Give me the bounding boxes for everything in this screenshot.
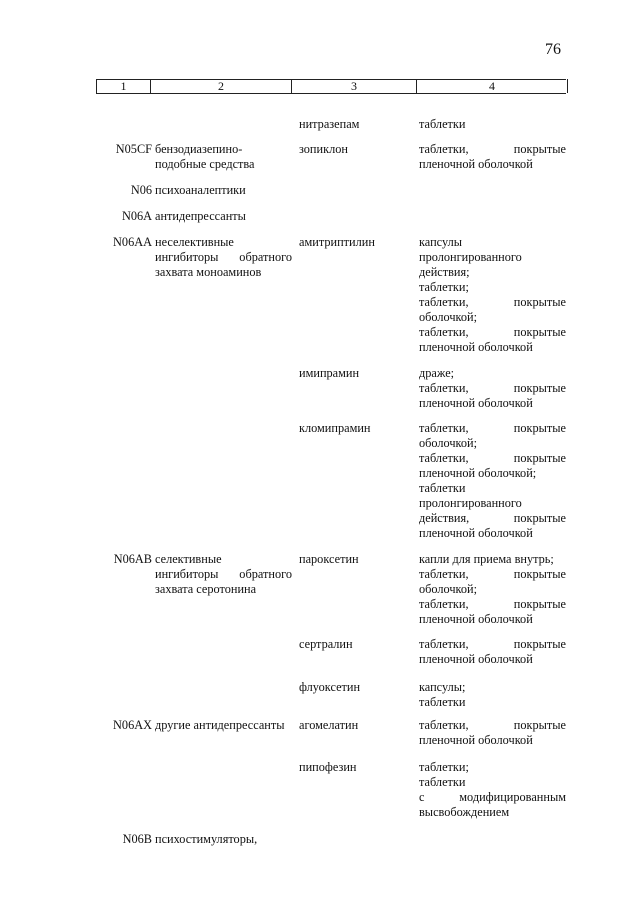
dosage-forms <box>419 760 566 820</box>
dosage-forms <box>419 142 566 172</box>
dosage-forms <box>419 117 566 132</box>
drug-name: имипрамин <box>299 366 360 380</box>
drug-name: пипофезин <box>299 760 357 774</box>
dosage-forms-line: пленочной оболочкой <box>419 340 533 354</box>
atc-code: N06AA <box>113 235 152 249</box>
page-number: 76 <box>545 41 561 58</box>
dosage-forms-line: таблетки, покрытые <box>419 597 566 611</box>
drug-name: нитразепам <box>299 117 360 131</box>
drug-name: сертралин <box>299 637 353 651</box>
dosage-forms-line: пролонгированного <box>419 250 522 264</box>
dosage-forms-line: пленочной оболочкой <box>419 396 533 410</box>
drug-name: зопиклон <box>299 142 348 156</box>
dosage-forms-line: капсулы <box>419 235 462 249</box>
dosage-forms-line: таблетки <box>419 775 466 789</box>
drug-name: кломипрамин <box>299 421 371 435</box>
dosage-forms-line: таблетки, покрытые <box>419 718 566 732</box>
drug-name: пароксетин <box>299 552 359 566</box>
anatomical-group-line: психостимуляторы, <box>155 832 258 846</box>
anatomical-group <box>155 718 292 733</box>
dosage-forms-line: пленочной оболочкой <box>419 526 533 540</box>
dosage-forms-line: с модифицированным <box>419 790 566 804</box>
atc-code: N06A <box>121 209 152 223</box>
dosage-forms-line: таблетки, покрытые <box>419 637 566 651</box>
dosage-forms <box>419 552 566 627</box>
dosage-forms-line: таблетки, покрытые <box>419 451 566 465</box>
dosage-forms <box>419 366 566 411</box>
dosage-forms-line: капли для приема внутрь; <box>419 552 554 566</box>
dosage-forms-line: таблетки <box>419 695 466 709</box>
dosage-forms-line: таблетки, покрытые <box>419 295 566 309</box>
dosage-forms <box>419 421 566 541</box>
dosage-forms-line: пленочной оболочкой <box>419 157 533 171</box>
dosage-forms-line: таблетки, покрытые <box>419 142 566 156</box>
dosage-forms-line: таблетки, покрытые <box>419 325 566 339</box>
atc-code: N06B <box>122 832 152 846</box>
anatomical-group-line: бензодиазепино- <box>155 142 243 156</box>
anatomical-group-line: ингибиторы обратного <box>155 567 292 581</box>
anatomical-group-line: неселективные <box>155 235 234 249</box>
dosage-forms-line: пленочной оболочкой <box>419 733 533 747</box>
dosage-forms-line: оболочкой; <box>419 436 478 450</box>
atc-code: N05CF <box>115 142 152 156</box>
dosage-forms <box>419 637 566 667</box>
dosage-forms-line: пленочной оболочкой <box>419 612 533 626</box>
atc-code: N06 <box>130 183 152 197</box>
anatomical-group-line: захвата моноаминов <box>155 265 262 279</box>
dosage-forms-line: пролонгированного <box>419 496 522 510</box>
dosage-forms-line: действия, покрытые <box>419 511 566 525</box>
dosage-forms <box>419 680 566 710</box>
dosage-forms-line: таблетки <box>419 481 466 495</box>
dosage-forms-line: таблетки <box>419 117 466 131</box>
dosage-forms <box>419 718 566 748</box>
anatomical-group <box>155 209 292 224</box>
anatomical-group <box>155 552 292 597</box>
dosage-forms-line: высвобождением <box>419 805 510 819</box>
dosage-forms <box>419 235 566 355</box>
dosage-forms-line: пленочной оболочкой <box>419 652 533 666</box>
dosage-forms-line: таблетки; <box>419 760 469 774</box>
column-header-1: 1 <box>96 79 150 93</box>
anatomical-group <box>155 142 292 172</box>
dosage-forms-line: таблетки; <box>419 280 469 294</box>
anatomical-group <box>155 235 292 280</box>
atc-code: N06AX <box>113 718 152 732</box>
anatomical-group-line: психоаналептики <box>155 183 246 197</box>
column-header-4: 4 <box>416 79 568 93</box>
column-header-3: 3 <box>291 79 416 93</box>
anatomical-group-line: селективные <box>155 552 222 566</box>
dosage-forms-line: капсулы; <box>419 680 466 694</box>
atc-code: N06AB <box>113 552 152 566</box>
dosage-forms-line: таблетки, покрытые <box>419 421 566 435</box>
dosage-forms-line: драже; <box>419 366 455 380</box>
drug-name: флуоксетин <box>299 680 361 694</box>
anatomical-group-line: подобные средства <box>155 157 255 171</box>
anatomical-group <box>155 832 292 847</box>
dosage-forms-line: действия; <box>419 265 470 279</box>
anatomical-group-line: другие антидепрессанты <box>155 718 285 732</box>
dosage-forms-line: таблетки, покрытые <box>419 381 566 395</box>
anatomical-group-line: антидепрессанты <box>155 209 246 223</box>
column-header-2: 2 <box>150 79 291 93</box>
anatomical-group-line: захвата серотонина <box>155 582 257 596</box>
dosage-forms-line: пленочной оболочкой; <box>419 466 537 480</box>
dosage-forms-line: оболочкой; <box>419 310 478 324</box>
drug-name: агомелатин <box>299 718 359 732</box>
table-header-bottom-rule <box>96 93 566 94</box>
anatomical-group <box>155 183 292 198</box>
dosage-forms-line: таблетки, покрытые <box>419 567 566 581</box>
anatomical-group-line: ингибиторы обратного <box>155 250 292 264</box>
dosage-forms-line: оболочкой; <box>419 582 478 596</box>
drug-name: амитриптилин <box>299 235 375 249</box>
